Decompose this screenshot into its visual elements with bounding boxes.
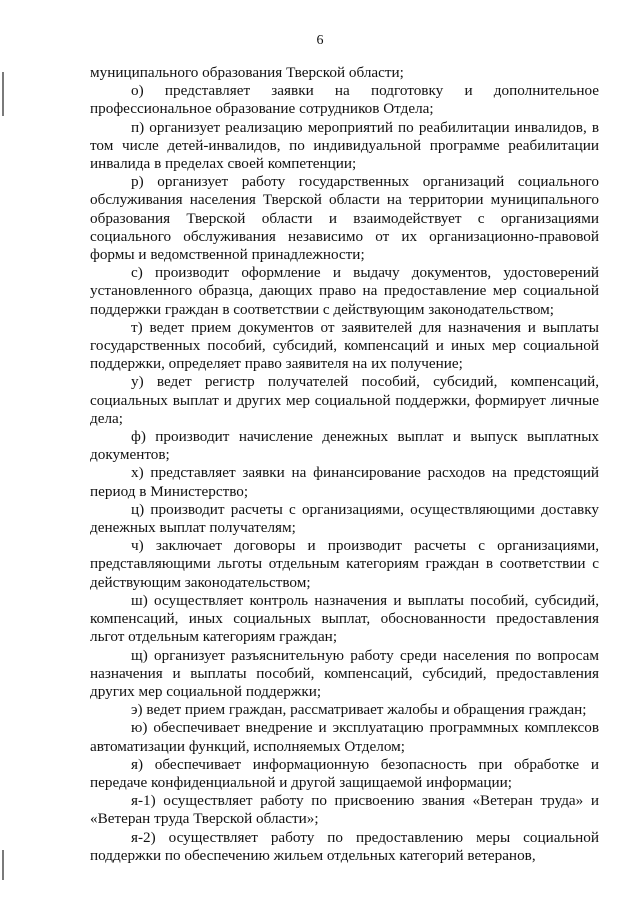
- paragraph: щ) организует разъяснительную работу среди населения по вопросам назначения и выплаты пособий, компенсаций, субсидий, предоставления других мер социальной поддержки;: [90, 646, 599, 700]
- paragraph: ц) производит расчеты с организациями, осуществляющими доставку денежных выплат получателям;: [90, 500, 599, 537]
- paragraph: я-1) осуществляет работу по присвоению звания «Ветеран труда» и «Ветеран труда Тверской области»;: [90, 792, 599, 828]
- document-body: [90, 64, 599, 865]
- paragraph: т) ведет прием документов от заявителей для назначения и выплаты государственных пособий, субсидий, компенсаций и иных мер социальной поддержки, определяет право заявителя на их получение;: [90, 318, 599, 373]
- paragraph: ч) заключает договоры и производит расчеты с организациями, представляющими льготы отдельным категориям граждан в соответствии с действующим законодательством;: [90, 537, 599, 591]
- paragraph: муниципального образования Тверской области;: [90, 64, 404, 81]
- paragraph: э) ведет прием граждан, рассматривает жалобы и обращения граждан;: [131, 701, 587, 719]
- paragraph: ю) обеспечивает внедрение и эксплуатацию программных комплексов автоматизации функций, исполняемых Отделом;: [90, 719, 599, 755]
- paragraph: х) представляет заявки на финансирование расходов на предстоящий период в Министерство;: [90, 464, 599, 500]
- paragraph: с) производит оформление и выдачу документов, удостоверений установленного образца, дающих право на предоставление мер социальной поддержки граждан в соответствии с действующим законодательством;: [90, 264, 599, 318]
- paragraph: о) представляет заявки на подготовку и дополнительное профессиональное образование сотрудников Отдела;: [90, 82, 599, 118]
- scan-margin-mark-bottom: [2, 850, 4, 880]
- paragraph: п) организует реализацию мероприятий по реабилитации инвалидов, в том числе детей-инвалидов, по индивидуальной программе реабилитации инвалида в пределах своей компетенции;: [90, 118, 599, 173]
- paragraph: ш) осуществляет контроль назначения и выплаты пособий, субсидий, компенсаций, иных социальных выплат, обоснованности предоставления льгот отдельным категориям граждан;: [90, 591, 599, 646]
- paragraph: я-2) осуществляет работу по предоставлению меры социальной поддержки по обеспечению жильем отдельных категорий ветеранов,: [90, 828, 599, 864]
- paragraph: у) ведет регистр получателей пособий, субсидий, компенсаций, социальных выплат и других мер социальной поддержки, формирует личные дела;: [90, 373, 599, 427]
- scan-margin-mark-top: [2, 72, 4, 116]
- paragraph: я) обеспечивает информационную безопасность при обработке и передаче конфиденциальной и другой защищаемой информации;: [90, 755, 599, 791]
- page-number: 6: [316, 33, 324, 48]
- paragraph: р) организует работу государственных организаций социального обслуживания населения Тверской области на территории муниципального образования Тверской области и взаимодействует с организациями социального обслуживания независимо от их организационно-правовой формы и ведомственной принадлежности;: [90, 173, 599, 264]
- paragraph: ф) производит начисление денежных выплат и выпуск выплатных документов;: [90, 428, 599, 464]
